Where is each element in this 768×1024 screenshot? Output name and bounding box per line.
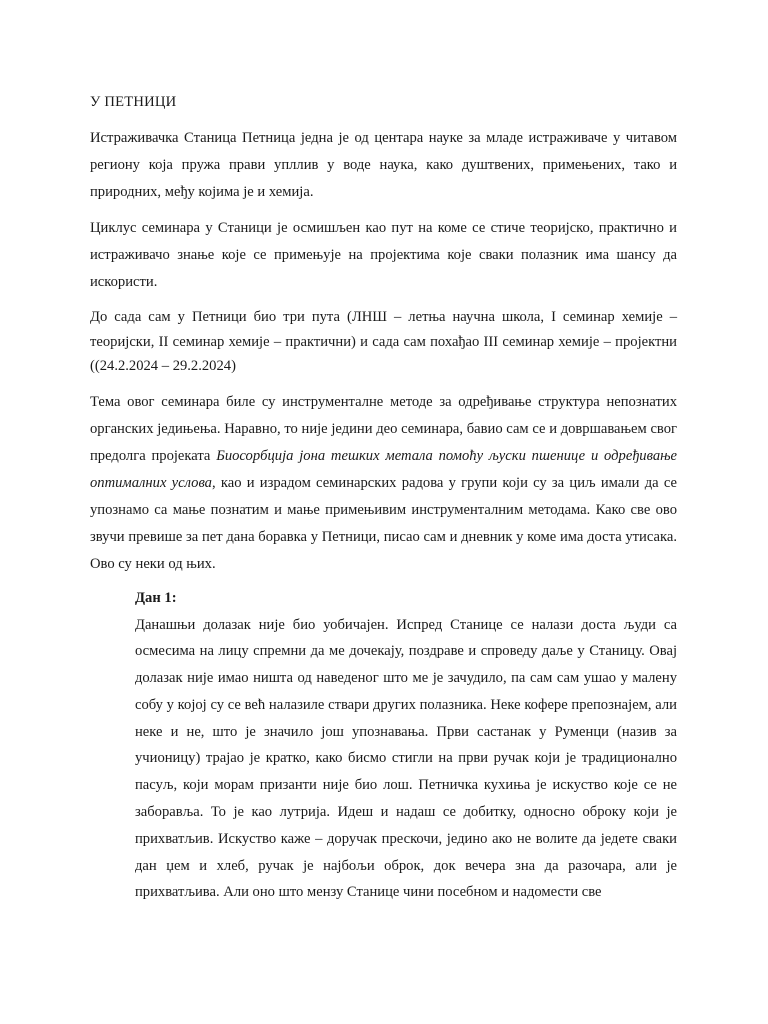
diary-day-title: Дан 1: [135, 589, 177, 606]
paragraph-topic-end: , као и израдом семинарских радова у групи који су за циљ имали да се упознамо са мање познатим и мање примењивим инструменталним методама. Како све ово звучи превише за пет дана боравка у Петници, писао сам и дневник у коме има доста утисака. Ово су неки од њих. [90, 474, 677, 572]
paragraph-visits: До сада сам у Петници био три пута (ЛНШ – летња научна школа, I семинар хемије – теоријски, II семинар хемије – практични) и сада сам похађао III семинар хемије – пројектни ((24.2.2024 – 29.2.2024) [90, 309, 677, 374]
diary-day-text: Данашњи долазак није био уобичајен. Испред Станице се налази доста људи са осмесима на лицу спремни да ме дочекају, поздраве и спроведу даље у Станицу. Овај долазак није имао ништа од наведеног што ме је зачудило, па сам сам ушао у малену собу у којој су се већ налазиле ствари других полазника. Неке кофере препознајем, али неке и не, што је значило још упознавања. Први састанак у Руменци (назив за учионицу) трајао је кратко, како бисмо стигли на први ручак који је традиционално пасуљ, који морам призанти није био лош. Петничка кухиња је искуство које се не заборавља. То је као лутрија. Идеш и надаш се добитку, односно оброку који је прихватљив. Искуство каже – доручак прескочи, једино ако не волите да једете сваки дан џем и хлеб, ручак је најбољи оброк, док вечера зна да разочара, али је прихватљива. Али оно што мензу Станице чини посебном и надомести све [135, 616, 677, 901]
project-title-italic: Биосорбција јона тешких метала помоћу љуски пшенице и одређивање оптималних услова [90, 447, 677, 491]
paragraph-intro: Истраживачка Станица Петница једна је од центара науке за младе истраживаче у читавом региону која пружа прави упллив у воде наука, како душтвених, примењених, тако и природних, међу којима је и хемија. [90, 130, 677, 200]
document-title: У ПЕТНИЦИ [90, 94, 177, 110]
paragraph-seminar-cycle: Циклус семинара у Станици је осмишљен као пут на коме се стиче теоријско, практично и истраживачо знање које се примењује на пројектима које сваки полазник има шансу да искористи. [90, 220, 677, 290]
diary-entry-day-1 [135, 587, 677, 907]
document-page [90, 91, 677, 915]
paragraph-topic-start: Тема овог семинара биле су инструменталне методе за одређивање структура непознатих органских једињења. Наравно, то није једини део семинара, бавио сам се и довршавањем свог предолга пројеката [90, 393, 677, 464]
paragraph-seminar-topic [90, 389, 677, 578]
